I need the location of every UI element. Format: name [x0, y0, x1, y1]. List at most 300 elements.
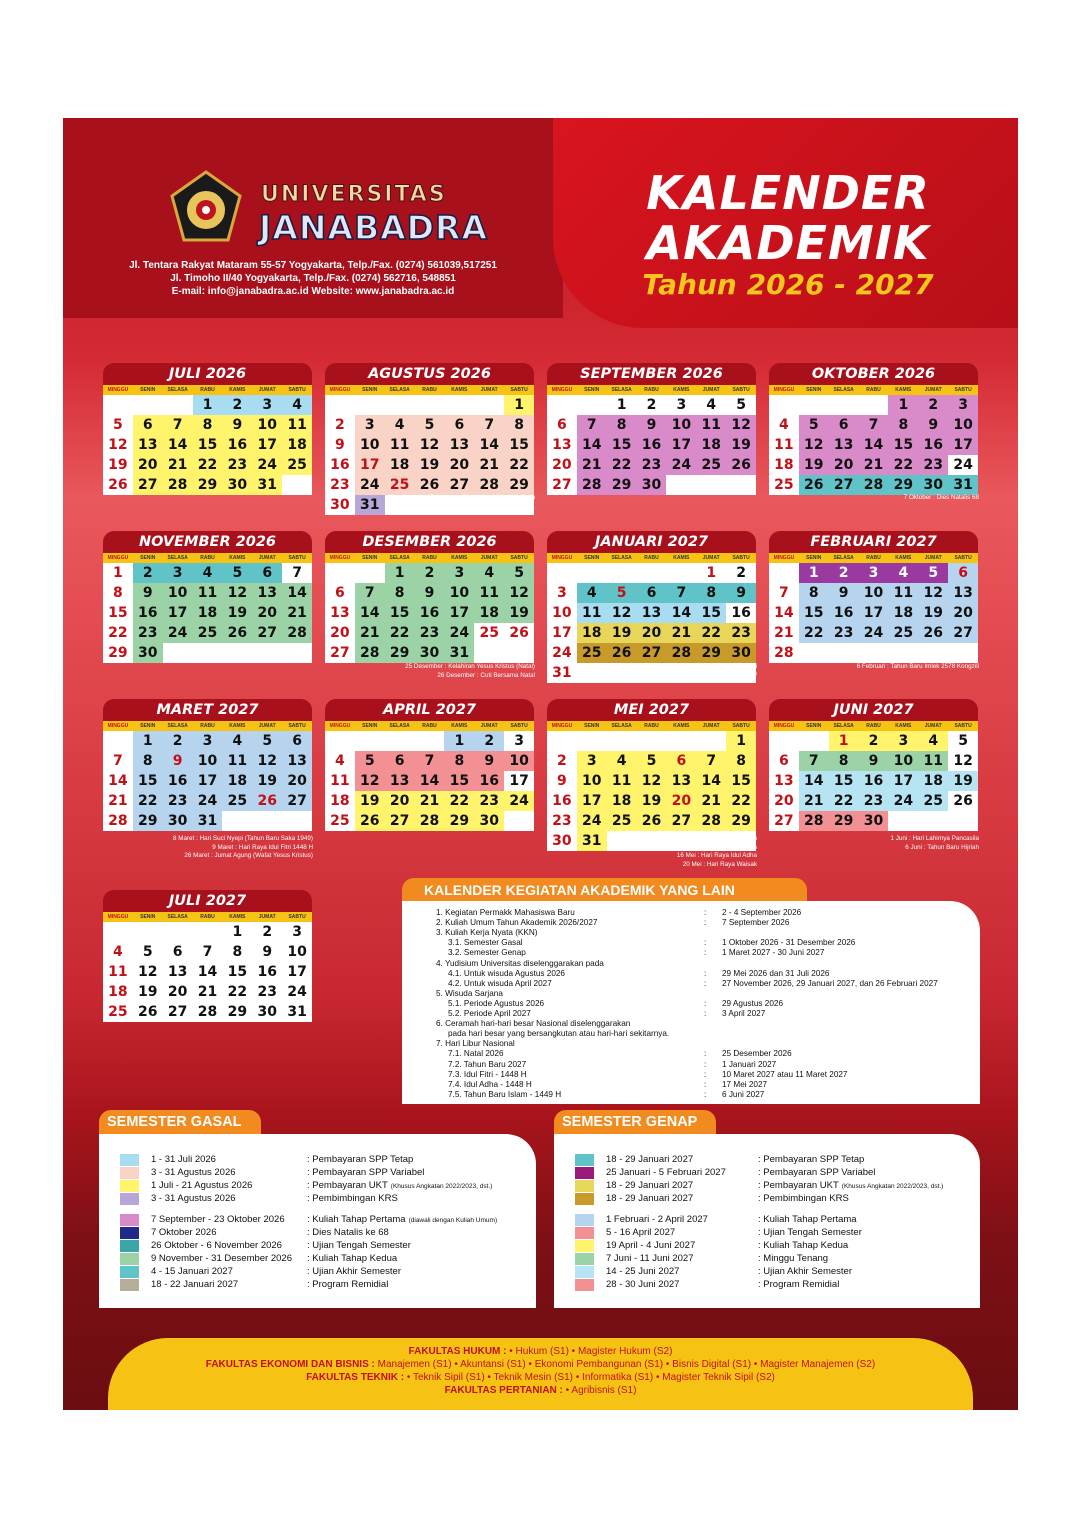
day-cell: 3 — [577, 751, 607, 771]
day-cell: 30 — [547, 831, 577, 851]
weekday-label: KAMIS — [673, 555, 690, 561]
day-cell: 29 — [385, 643, 415, 663]
empty-cell — [252, 643, 282, 663]
day-grid — [103, 922, 312, 1022]
day-cell: 20 — [637, 623, 667, 643]
legend-date: 1 Juli - 21 Agustus 2026 — [151, 1180, 253, 1191]
day-cell: 18 — [222, 771, 252, 791]
weekday-header — [103, 721, 312, 731]
day-cell: 25 — [282, 455, 312, 475]
weekday-label: RABU — [200, 387, 215, 393]
kegiatan-value: 1 Oktober 2026 - 31 Desember 2026 — [722, 938, 856, 948]
day-cell: 15 — [444, 771, 474, 791]
university-label: UNIVERSITAS — [261, 182, 447, 207]
empty-cell — [547, 395, 577, 415]
weekday-label: SELASA — [167, 387, 188, 393]
legend-desc: : Pembimbingan KRS — [307, 1193, 398, 1204]
legend-date: 7 Juni - 11 Juni 2027 — [606, 1253, 694, 1264]
note-januari: 1 Januari : Tahun Baru 2027 Masehi 5 Januari : Isra Mikraj Nabi Muhammad SAW — [631, 663, 757, 679]
empty-cell — [547, 563, 577, 583]
day-cell: 9 — [829, 583, 859, 603]
weekday-label: SELASA — [833, 387, 854, 393]
day-cell: 1 — [133, 731, 163, 751]
legend-date: 18 - 22 Januari 2027 — [151, 1279, 239, 1290]
day-cell: 16 — [222, 435, 252, 455]
legend-desc: : Pembayaran UKT (Khusus Angkatan 2022/2023, dst.) — [307, 1180, 493, 1191]
day-cell: 14 — [799, 771, 829, 791]
legend-date: 18 - 29 Januari 2027 — [606, 1193, 694, 1204]
day-cell: 4 — [577, 583, 607, 603]
kegiatan-value: 3 April 2027 — [722, 1009, 766, 1018]
day-cell: 20 — [666, 791, 696, 811]
legend-swatch — [120, 1214, 139, 1226]
weekday-header — [769, 385, 978, 395]
empty-cell — [637, 563, 667, 583]
day-cell: 10 — [355, 435, 385, 455]
month-title: SEPTEMBER 2026 — [547, 363, 756, 385]
day-cell: 4 — [385, 415, 415, 435]
kegiatan-colon: : — [704, 1069, 707, 1079]
legend-swatch — [575, 1214, 594, 1226]
day-cell: 17 — [504, 771, 534, 791]
day-cell: 27 — [252, 623, 282, 643]
day-cell: 5 — [637, 751, 667, 771]
day-cell: 28 — [696, 811, 726, 831]
day-cell: 27 — [547, 475, 577, 495]
day-cell: 6 — [282, 731, 312, 751]
day-grid — [547, 395, 756, 495]
day-cell: 26 — [504, 623, 534, 643]
legend-swatch — [120, 1180, 139, 1192]
day-cell: 21 — [282, 603, 312, 623]
day-cell: 5 — [799, 415, 829, 435]
weekday-label: SABTU — [288, 555, 306, 561]
day-cell: 28 — [474, 475, 504, 495]
kegiatan-value: 7 September 2026 — [722, 918, 790, 928]
calendar-3 — [769, 363, 978, 495]
day-cell: 1 — [103, 563, 133, 583]
day-cell: 18 — [888, 603, 918, 623]
weekday-label: SABTU — [510, 387, 528, 393]
day-cell: 2 — [637, 395, 667, 415]
day-cell: 3 — [193, 731, 223, 751]
day-grid — [103, 563, 312, 663]
day-cell: 15 — [888, 435, 918, 455]
day-cell: 13 — [444, 435, 474, 455]
day-cell: 8 — [232, 944, 243, 960]
month-title: JUNI 2027 — [769, 699, 978, 721]
day-cell: 13 — [666, 771, 696, 791]
weekday-label: SELASA — [167, 914, 188, 920]
empty-cell — [474, 643, 504, 663]
kegiatan-value: 27 November 2026, 29 Januari 2027, dan 26 Februari 2027 — [722, 978, 938, 988]
day-cell: 27 — [948, 623, 978, 643]
weekday-label: SABTU — [510, 555, 528, 561]
day-cell: 20 — [385, 791, 415, 811]
semester-genap-title: SEMESTER GENAP — [554, 1110, 716, 1134]
day-cell: 7 — [355, 583, 385, 603]
day-grid — [103, 731, 312, 831]
day-cell: 7 — [769, 583, 799, 603]
legend-date: 1 - 31 Juli 2026 — [151, 1154, 216, 1165]
day-cell: 21 — [666, 623, 696, 643]
empty-cell — [607, 563, 637, 583]
day-cell: 2 — [262, 924, 273, 940]
legend-date: 1 Februari - 2 April 2027 — [606, 1214, 708, 1225]
day-cell: 26 — [103, 475, 133, 495]
day-cell: 23 — [133, 623, 163, 643]
day-cell: 19 — [637, 791, 667, 811]
day-cell: 2 — [547, 751, 577, 771]
day-cell: 2 — [325, 415, 355, 435]
day-cell: 29 — [504, 475, 534, 495]
day-cell: 8 — [103, 583, 133, 603]
note-maret: 8 Maret : Hari Suci Nyepi (Tahun Baru Saka 1949) 9 Maret : Hari Raya Idul Fitri 1448 H 26 Maret : Jumat Agung (Wafat Yesus Kristus) — [173, 835, 313, 859]
day-cell: 15 — [227, 964, 248, 980]
day-cell: 11 — [918, 751, 948, 771]
day-cell: 15 — [696, 603, 726, 623]
day-cell: 11 — [385, 435, 415, 455]
empty-cell — [918, 811, 948, 831]
weekday-label: MINGGU — [773, 723, 795, 729]
day-cell: 12 — [355, 771, 385, 791]
day-cell: 14 — [103, 771, 133, 791]
address-line-2: Jl. Timoho II/40 Yogyakarta, Telp./Fax. (0274) 562716, 548851 — [170, 273, 456, 284]
day-grid — [769, 731, 978, 831]
day-cell: 25 — [888, 623, 918, 643]
kegiatan-title: KALENDER KEGIATAN AKADEMIK YANG LAIN — [402, 878, 807, 902]
day-cell: 5 — [918, 563, 948, 583]
day-cell: 13 — [385, 771, 415, 791]
empty-cell — [355, 563, 385, 583]
faculty-teknik: FAKULTAS TEKNIK : • Teknik Sipil (S1) • Teknik Mesin (S1) • Informatika (S1) • Magister Teknik Sipil (S2) — [306, 1372, 775, 1383]
title-year: Tahun 2026 - 2027 — [642, 268, 934, 301]
day-cell: 5 — [504, 563, 534, 583]
weekday-label: SENIN — [140, 914, 156, 920]
day-cell: 21 — [696, 791, 726, 811]
day-cell: 23 — [726, 623, 756, 643]
month-title: FEBRUARI 2027 — [769, 531, 978, 553]
weekday-label: SELASA — [389, 723, 410, 729]
day-cell: 14 — [859, 435, 889, 455]
weekday-label: MINGGU — [107, 914, 129, 920]
empty-cell — [769, 731, 799, 751]
day-cell: 6 — [385, 751, 415, 771]
weekday-label: KAMIS — [451, 387, 468, 393]
kegiatan-value: 29 Agustus 2026 — [722, 998, 784, 1008]
legend-date: 26 Oktober - 6 November 2026 — [151, 1240, 282, 1251]
day-cell: 17 — [444, 603, 474, 623]
legend-swatch — [575, 1253, 594, 1265]
day-cell: 22 — [829, 791, 859, 811]
day-cell: 29 — [103, 643, 133, 663]
day-cell: 23 — [325, 475, 355, 495]
empty-cell — [474, 395, 504, 415]
note-oktober: 7 Oktober : Dies Natalis 68 — [903, 494, 979, 501]
day-cell: 8 — [799, 583, 829, 603]
day-cell: 4 — [325, 751, 355, 771]
kegiatan-value: 1 Januari 2027 — [722, 1059, 777, 1069]
day-cell: 10 — [859, 583, 889, 603]
day-cell: 4 — [113, 944, 123, 960]
legend-desc: : Kuliah Tahap Pertama (diawali dengan Kuliah Umum) — [307, 1214, 498, 1225]
day-grid — [547, 731, 756, 851]
day-cell: 16 — [325, 455, 355, 475]
kegiatan-value: 1 Maret 2027 - 30 Juni 2027 — [722, 948, 825, 958]
legend-date: 5 - 16 April 2027 — [606, 1227, 676, 1238]
legend-swatch — [120, 1253, 139, 1265]
day-cell: 3 — [666, 395, 696, 415]
empty-cell — [799, 395, 829, 415]
day-cell: 20 — [252, 603, 282, 623]
day-cell: 11 — [222, 751, 252, 771]
day-cell: 16 — [726, 603, 756, 623]
day-cell: 25 — [918, 791, 948, 811]
day-cell: 29 — [726, 811, 756, 831]
kegiatan-item: 4.2. Untuk wisuda April 2027 — [448, 978, 552, 988]
university-name: JANABADRA — [259, 208, 489, 247]
day-grid — [769, 563, 978, 663]
day-cell: 28 — [103, 811, 133, 831]
day-cell: 23 — [547, 811, 577, 831]
day-cell: 31 — [355, 495, 385, 515]
day-cell: 7 — [696, 751, 726, 771]
day-cell: 19 — [222, 603, 252, 623]
empty-cell — [799, 731, 829, 751]
legend-desc: : Kuliah Tahap Pertama — [758, 1214, 857, 1225]
day-cell: 5 — [726, 395, 756, 415]
day-cell: 25 — [108, 1004, 128, 1020]
day-cell: 10 — [287, 944, 307, 960]
day-cell: 23 — [415, 623, 445, 643]
weekday-label: KAMIS — [451, 723, 468, 729]
weekday-label: SELASA — [611, 723, 632, 729]
weekday-header — [103, 553, 312, 563]
empty-cell — [577, 731, 607, 751]
day-cell: 14 — [577, 435, 607, 455]
day-cell: 7 — [202, 944, 213, 960]
legend-date: 7 Oktober 2026 — [151, 1227, 217, 1238]
empty-cell — [859, 643, 889, 663]
weekday-header — [769, 721, 978, 731]
day-cell: 15 — [829, 771, 859, 791]
day-cell: 18 — [325, 791, 355, 811]
day-cell: 8 — [829, 751, 859, 771]
day-cell: 6 — [325, 583, 355, 603]
legend-desc: : Program Remidial — [307, 1279, 389, 1290]
weekday-label: SELASA — [833, 723, 854, 729]
day-cell: 11 — [108, 964, 128, 980]
empty-cell — [222, 811, 252, 831]
kegiatan-item: pada hari besar yang bersangkutan atau hari-hari sekitarnya. — [448, 1029, 670, 1039]
day-cell: 14 — [415, 771, 445, 791]
empty-cell — [504, 643, 534, 663]
day-cell: 23 — [257, 984, 277, 1000]
day-cell: 3 — [163, 563, 193, 583]
weekday-label: MINGGU — [107, 555, 129, 561]
legend-date: 28 - 30 Juni 2027 — [606, 1279, 680, 1290]
day-cell: 8 — [607, 415, 637, 435]
weekday-label: SENIN — [584, 555, 600, 561]
day-cell: 2 — [133, 563, 163, 583]
legend-swatch — [575, 1266, 594, 1278]
day-cell: 14 — [666, 603, 696, 623]
semester-gasal-title: SEMESTER GASAL — [99, 1110, 261, 1134]
month-title: OKTOBER 2026 — [769, 363, 978, 385]
day-cell: 11 — [282, 415, 312, 435]
day-cell: 28 — [355, 643, 385, 663]
month-title: DESEMBER 2026 — [325, 531, 534, 553]
weekday-header — [103, 385, 312, 395]
day-cell: 4 — [474, 563, 504, 583]
empty-cell — [666, 563, 696, 583]
legend-swatch — [575, 1227, 594, 1239]
day-cell: 17 — [859, 603, 889, 623]
weekday-label: KAMIS — [895, 723, 912, 729]
day-cell: 26 — [355, 811, 385, 831]
day-cell: 25 — [769, 475, 799, 495]
legend-date: 3 - 31 Agustus 2026 — [151, 1193, 236, 1204]
day-cell: 28 — [415, 811, 445, 831]
empty-cell — [888, 643, 918, 663]
day-cell: 7 — [859, 415, 889, 435]
day-cell: 18 — [918, 771, 948, 791]
day-cell: 11 — [888, 583, 918, 603]
day-cell: 10 — [163, 583, 193, 603]
day-cell: 21 — [799, 791, 829, 811]
day-cell: 29 — [829, 811, 859, 831]
weekday-label: RABU — [200, 914, 215, 920]
day-cell: 1 — [696, 563, 726, 583]
day-cell: 24 — [504, 791, 534, 811]
legend-swatch — [120, 1167, 139, 1179]
day-cell: 12 — [948, 751, 978, 771]
day-cell: 9 — [726, 583, 756, 603]
weekday-label: MINGGU — [773, 387, 795, 393]
kegiatan-item: 4.1. Untuk wisuda Agustus 2026 — [448, 968, 565, 978]
faculty-hukum: FAKULTAS HUKUM : • Hukum (S1) • Magister Hukum (S2) — [408, 1346, 673, 1357]
empty-cell — [133, 395, 163, 415]
kegiatan-value: 17 Mei 2027 — [722, 1079, 768, 1089]
day-cell: 17 — [287, 964, 307, 980]
legend-desc: : Dies Natalis ke 68 — [307, 1227, 389, 1238]
day-cell: 1 — [193, 395, 223, 415]
day-cell: 4 — [696, 395, 726, 415]
day-cell: 28 — [666, 643, 696, 663]
day-cell: 18 — [282, 435, 312, 455]
legend-desc: : Kuliah Tahap Kedua — [758, 1240, 849, 1251]
day-cell: 7 — [163, 415, 193, 435]
kegiatan-value: 2 - 4 September 2026 — [722, 908, 802, 917]
empty-cell — [282, 475, 312, 495]
day-cell: 16 — [474, 771, 504, 791]
day-cell: 20 — [133, 455, 163, 475]
day-cell: 22 — [607, 455, 637, 475]
legend-swatch — [575, 1279, 594, 1291]
day-cell: 16 — [415, 603, 445, 623]
day-cell: 28 — [859, 475, 889, 495]
weekday-label: MINGGU — [329, 723, 351, 729]
note-agustus: 17 Agustus : Proklamasi Kemerdekaan 25 Agustus : Maulid Nabi Muhammad S.A.W. — [409, 494, 535, 510]
day-cell: 6 — [829, 415, 859, 435]
note-februari: 6 Februari : Tahun Baru Imlek 2578 Kongzili — [856, 663, 979, 670]
kegiatan-item: 5. Wisuda Sarjana — [436, 988, 503, 998]
weekday-label: KAMIS — [673, 387, 690, 393]
weekday-label: KAMIS — [229, 555, 246, 561]
day-cell: 25 — [222, 791, 252, 811]
day-cell: 9 — [637, 415, 667, 435]
empty-cell — [829, 643, 859, 663]
weekday-label: SENIN — [362, 387, 378, 393]
day-cell: 12 — [138, 964, 158, 980]
empty-cell — [163, 643, 193, 663]
day-cell: 2 — [222, 395, 252, 415]
weekday-label: RABU — [644, 555, 659, 561]
day-cell: 2 — [474, 731, 504, 751]
legend-swatch — [120, 1154, 139, 1166]
day-cell: 27 — [282, 791, 312, 811]
weekday-label: SENIN — [140, 723, 156, 729]
day-cell: 28 — [769, 643, 799, 663]
weekday-label: MINGGU — [329, 555, 351, 561]
empty-cell — [193, 922, 223, 942]
day-cell: 31 — [287, 1004, 307, 1020]
day-cell: 10 — [547, 603, 577, 623]
day-cell: 18 — [193, 603, 223, 623]
legend-swatch — [575, 1154, 594, 1166]
kegiatan-item: 4. Yudisium Universitas diselenggarakan pada — [436, 958, 604, 968]
day-cell: 13 — [325, 603, 355, 623]
weekday-label: SELASA — [611, 555, 632, 561]
empty-cell — [547, 731, 577, 751]
day-cell: 30 — [637, 475, 667, 495]
empty-cell — [504, 811, 534, 831]
legend-date: 14 - 25 Juni 2027 — [606, 1266, 680, 1277]
weekday-header — [769, 553, 978, 563]
kegiatan-item: 5.2. Periode April 2027 — [448, 1009, 531, 1018]
day-cell: 21 — [769, 623, 799, 643]
day-cell: 31 — [444, 643, 474, 663]
day-cell: 17 — [252, 435, 282, 455]
weekday-label: SENIN — [362, 555, 378, 561]
weekday-label: RABU — [200, 555, 215, 561]
empty-cell — [607, 731, 637, 751]
day-cell: 24 — [666, 455, 696, 475]
kegiatan-value: 25 Desember 2026 — [722, 1049, 792, 1059]
day-cell: 6 — [769, 751, 799, 771]
day-cell: 3 — [504, 731, 534, 751]
legend-desc: : Minggu Tenang — [758, 1253, 829, 1264]
day-cell: 22 — [385, 623, 415, 643]
day-cell: 22 — [696, 623, 726, 643]
calendar-2 — [547, 363, 756, 495]
day-cell: 27 — [385, 811, 415, 831]
day-cell: 14 — [696, 771, 726, 791]
day-cell: 12 — [637, 771, 667, 791]
day-cell: 26 — [607, 643, 637, 663]
weekday-label: KAMIS — [673, 723, 690, 729]
day-cell: 10 — [252, 415, 282, 435]
kegiatan-item: 7. Hari Libur Nasional — [436, 1039, 515, 1049]
kegiatan-item: 7.3. Idul Fitri - 1448 H — [448, 1069, 527, 1079]
calendar-12 — [103, 890, 312, 1022]
day-cell: 10 — [504, 751, 534, 771]
day-cell: 15 — [385, 603, 415, 623]
calendar-5 — [325, 531, 534, 663]
kegiatan-colon: : — [704, 938, 707, 948]
empty-cell — [666, 731, 696, 751]
day-cell: 22 — [504, 455, 534, 475]
